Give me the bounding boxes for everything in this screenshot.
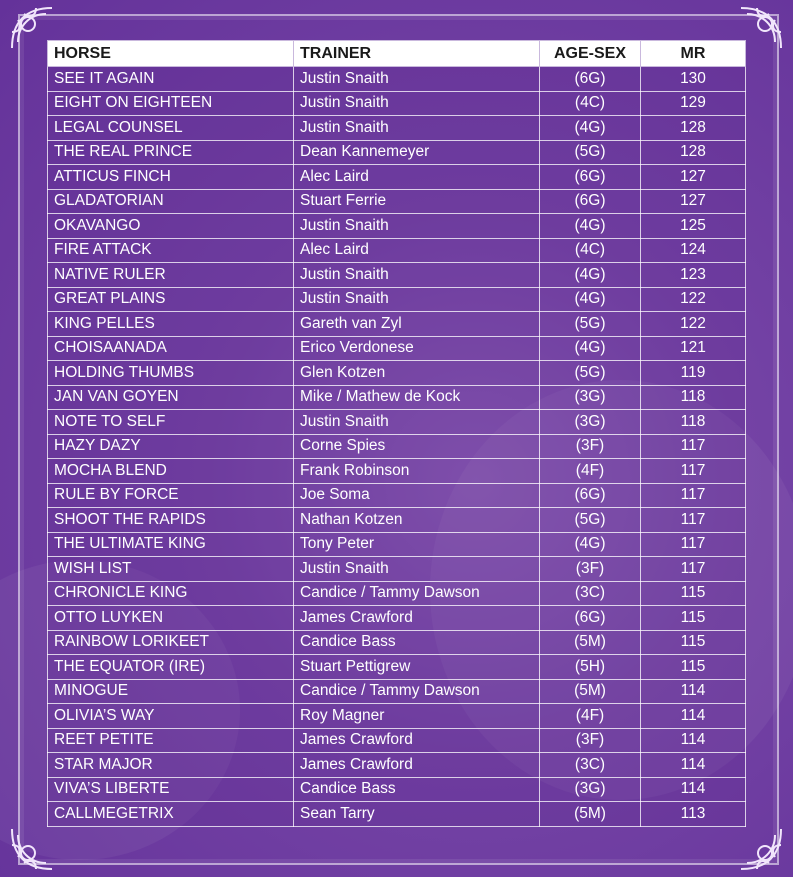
mr-cell: 124 [641,238,746,263]
mr-cell: 125 [641,214,746,239]
mr-cell: 117 [641,434,746,459]
age-sex-cell: (4G) [540,336,641,361]
mr-cell: 122 [641,287,746,312]
table-row [48,557,746,582]
ratings-table [47,40,746,827]
horse-cell: OKAVANGO [48,214,294,239]
mr-cell: 122 [641,312,746,337]
table-row [48,165,746,190]
table-row [48,116,746,141]
mr-cell: 128 [641,140,746,165]
horse-cell: KING PELLES [48,312,294,337]
age-sex-cell: (3F) [540,557,641,582]
age-sex-cell: (4G) [540,287,641,312]
age-sex-cell: (6G) [540,67,641,92]
trainer-cell: Stuart Ferrie [294,189,540,214]
table-row [48,410,746,435]
horse-cell: THE EQUATOR (IRE) [48,655,294,680]
trainer-cell: Candice / Tammy Dawson [294,679,540,704]
mr-cell: 117 [641,532,746,557]
table-row [48,630,746,655]
trainer-cell: Glen Kotzen [294,361,540,386]
trainer-cell: Frank Robinson [294,459,540,484]
mr-cell: 117 [641,459,746,484]
trainer-cell: Roy Magner [294,704,540,729]
mr-cell: 119 [641,361,746,386]
table-row [48,91,746,116]
age-sex-cell: (4F) [540,704,641,729]
horse-cell: NOTE TO SELF [48,410,294,435]
horse-cell: MINOGUE [48,679,294,704]
table-row [48,336,746,361]
trainer-cell: Justin Snaith [294,67,540,92]
trainer-cell: James Crawford [294,753,540,778]
table-row [48,679,746,704]
mr-cell: 114 [641,728,746,753]
age-sex-cell: (3G) [540,410,641,435]
horse-cell: JAN VAN GOYEN [48,385,294,410]
trainer-cell: Alec Laird [294,238,540,263]
table-row [48,287,746,312]
trainer-cell: Justin Snaith [294,214,540,239]
age-sex-cell: (6G) [540,606,641,631]
column-header-mr: MR [641,41,746,67]
trainer-cell: Justin Snaith [294,263,540,288]
horse-cell: LEGAL COUNSEL [48,116,294,141]
mr-cell: 114 [641,679,746,704]
age-sex-cell: (5H) [540,655,641,680]
age-sex-cell: (6G) [540,165,641,190]
mr-cell: 123 [641,263,746,288]
table-row [48,312,746,337]
horse-cell: WISH LIST [48,557,294,582]
mr-cell: 115 [641,606,746,631]
horse-cell: RAINBOW LORIKEET [48,630,294,655]
horse-cell: CHRONICLE KING [48,581,294,606]
horse-cell: THE REAL PRINCE [48,140,294,165]
trainer-cell: Nathan Kotzen [294,508,540,533]
trainer-cell: Erico Verdonese [294,336,540,361]
age-sex-cell: (4C) [540,238,641,263]
horse-cell: ATTICUS FINCH [48,165,294,190]
horse-cell: REET PETITE [48,728,294,753]
mr-cell: 129 [641,91,746,116]
table-body [48,67,746,827]
horse-cell: HOLDING THUMBS [48,361,294,386]
age-sex-cell: (6G) [540,189,641,214]
trainer-cell: James Crawford [294,606,540,631]
horse-cell: FIRE ATTACK [48,238,294,263]
trainer-cell: Joe Soma [294,483,540,508]
ornament-corner-icon [6,823,58,875]
trainer-cell: Alec Laird [294,165,540,190]
trainer-cell: Dean Kannemeyer [294,140,540,165]
trainer-cell: Justin Snaith [294,116,540,141]
table-row [48,655,746,680]
age-sex-cell: (4G) [540,214,641,239]
horse-cell: GREAT PLAINS [48,287,294,312]
horse-cell: SEE IT AGAIN [48,67,294,92]
mr-cell: 113 [641,802,746,827]
horse-cell: THE ULTIMATE KING [48,532,294,557]
table-row [48,728,746,753]
mr-cell: 114 [641,777,746,802]
trainer-cell: Sean Tarry [294,802,540,827]
age-sex-cell: (3G) [540,385,641,410]
age-sex-cell: (4G) [540,116,641,141]
mr-cell: 121 [641,336,746,361]
trainer-cell: Justin Snaith [294,287,540,312]
horse-cell: SHOOT THE RAPIDS [48,508,294,533]
age-sex-cell: (5G) [540,140,641,165]
age-sex-cell: (5M) [540,802,641,827]
mr-cell: 130 [641,67,746,92]
mr-cell: 115 [641,630,746,655]
age-sex-cell: (6G) [540,483,641,508]
mr-cell: 117 [641,557,746,582]
mr-cell: 118 [641,385,746,410]
age-sex-cell: (5G) [540,312,641,337]
age-sex-cell: (5M) [540,630,641,655]
age-sex-cell: (4C) [540,91,641,116]
age-sex-cell: (4F) [540,459,641,484]
table-row [48,532,746,557]
table-row [48,238,746,263]
table-row [48,214,746,239]
trainer-cell: Gareth van Zyl [294,312,540,337]
ratings-table-container [47,40,745,827]
mr-cell: 114 [641,704,746,729]
trainer-cell: Justin Snaith [294,557,540,582]
trainer-cell: Candice / Tammy Dawson [294,581,540,606]
ornament-corner-icon [735,823,787,875]
mr-cell: 127 [641,189,746,214]
trainer-cell: Justin Snaith [294,91,540,116]
column-header-horse: HORSE [48,41,294,67]
age-sex-cell: (3C) [540,753,641,778]
horse-cell: NATIVE RULER [48,263,294,288]
age-sex-cell: (3F) [540,434,641,459]
table-header-row [48,41,746,67]
trainer-cell: Mike / Mathew de Kock [294,385,540,410]
table-row [48,704,746,729]
horse-cell: HAZY DAZY [48,434,294,459]
trainer-cell: Candice Bass [294,777,540,802]
trainer-cell: Corne Spies [294,434,540,459]
trainer-cell: Stuart Pettigrew [294,655,540,680]
trainer-cell: James Crawford [294,728,540,753]
mr-cell: 114 [641,753,746,778]
mr-cell: 127 [641,165,746,190]
horse-cell: CHOISAANADA [48,336,294,361]
horse-cell: RULE BY FORCE [48,483,294,508]
table-row [48,508,746,533]
horse-cell: VIVA’S LIBERTE [48,777,294,802]
trainer-cell: Justin Snaith [294,410,540,435]
horse-cell: OLIVIA’S WAY [48,704,294,729]
horse-cell: GLADATORIAN [48,189,294,214]
table-row [48,459,746,484]
mr-cell: 128 [641,116,746,141]
age-sex-cell: (3C) [540,581,641,606]
horse-cell: STAR MAJOR [48,753,294,778]
age-sex-cell: (5G) [540,361,641,386]
age-sex-cell: (3F) [540,728,641,753]
table-row [48,483,746,508]
age-sex-cell: (5G) [540,508,641,533]
mr-cell: 118 [641,410,746,435]
horse-cell: MOCHA BLEND [48,459,294,484]
table-row [48,361,746,386]
table-row [48,67,746,92]
mr-cell: 117 [641,508,746,533]
table-row [48,802,746,827]
horse-cell: EIGHT ON EIGHTEEN [48,91,294,116]
horse-cell: OTTO LUYKEN [48,606,294,631]
age-sex-cell: (3G) [540,777,641,802]
table-row [48,434,746,459]
table-row [48,753,746,778]
age-sex-cell: (4G) [540,263,641,288]
table-row [48,606,746,631]
column-header-age-sex: AGE-SEX [540,41,641,67]
horse-cell: CALLMEGETRIX [48,802,294,827]
mr-cell: 115 [641,581,746,606]
age-sex-cell: (4G) [540,532,641,557]
table-row [48,263,746,288]
mr-cell: 117 [641,483,746,508]
trainer-cell: Candice Bass [294,630,540,655]
mr-cell: 115 [641,655,746,680]
trainer-cell: Tony Peter [294,532,540,557]
table-row [48,385,746,410]
table-row [48,189,746,214]
column-header-trainer: TRAINER [294,41,540,67]
table-row [48,777,746,802]
table-row [48,581,746,606]
age-sex-cell: (5M) [540,679,641,704]
table-row [48,140,746,165]
